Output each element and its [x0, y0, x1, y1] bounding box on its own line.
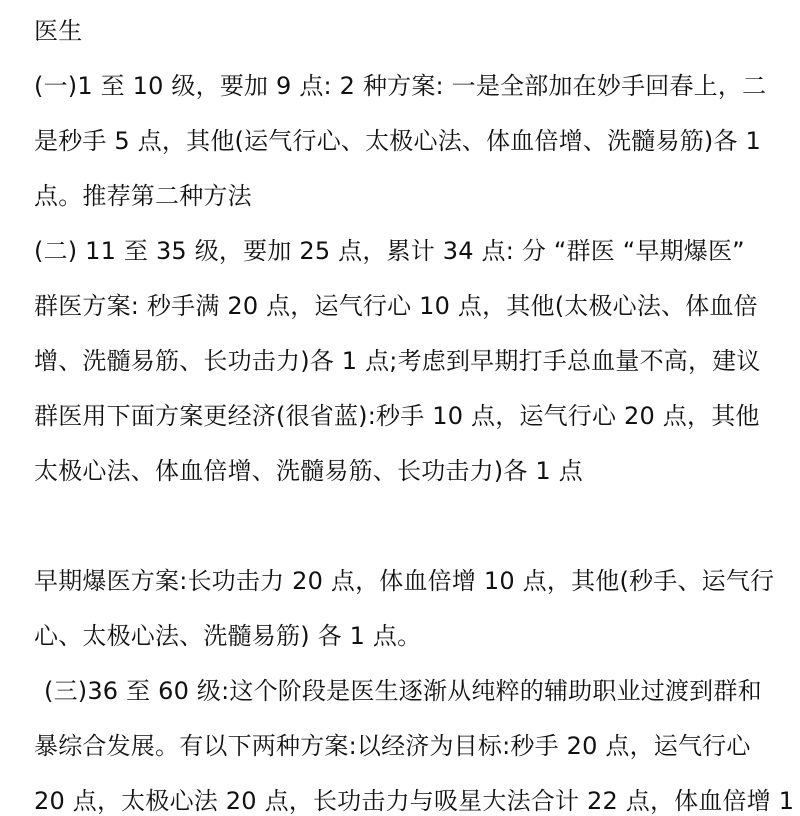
paragraph-line: 群医方案: 秒手满 20 点，运气行心 10 点，其他(太极心法、体血倍 [34, 292, 758, 320]
paragraph-line: 太极心法、体血倍增、洗髓易筋、长功击力)各 1 点 [34, 457, 583, 485]
paragraph-line: 点。推荐第二种方法 [34, 182, 252, 210]
document-title: 医生 [34, 17, 83, 45]
paragraph-line: 早期爆医方案:长功击力 20 点，体血倍增 10 点，其他(秒手、运气行 [34, 567, 775, 595]
paragraph-line: (三)36 至 60 级:这个阶段是医生逐渐从纯粹的辅助职业过渡到群和 [44, 677, 762, 705]
paragraph-line: 群医用下面方案更经济(很省蓝):秒手 10 点，运气行心 20 点，其他 [34, 402, 760, 430]
paragraph-line: 增、洗髓易筋、长功击力)各 1 点;考虑到早期打手总血量不高，建议 [34, 347, 761, 375]
paragraph-line: 暴综合发展。有以下两种方案:以经济为目标:秒手 20 点，运气行心 [34, 732, 751, 760]
paragraph-line: (一)1 至 10 级，要加 9 点: 2 种方案: 一是全部加在妙手回春上，二 [34, 72, 767, 100]
paragraph-line: 心、太极心法、洗髓易筋) 各 1 点。 [34, 622, 422, 650]
paragraph-line: 20 点，太极心法 20 点，长功击力与吸星大法合计 22 点，体血倍增 1 [34, 787, 795, 815]
paragraph-line: 是秒手 5 点，其他(运气行心、太极心法、体血倍增、洗髓易筋)各 1 [34, 127, 761, 155]
paragraph-line: (二) 11 至 35 级，要加 25 点，累计 34 点: 分 “群医 “早期爆医” [34, 237, 745, 265]
